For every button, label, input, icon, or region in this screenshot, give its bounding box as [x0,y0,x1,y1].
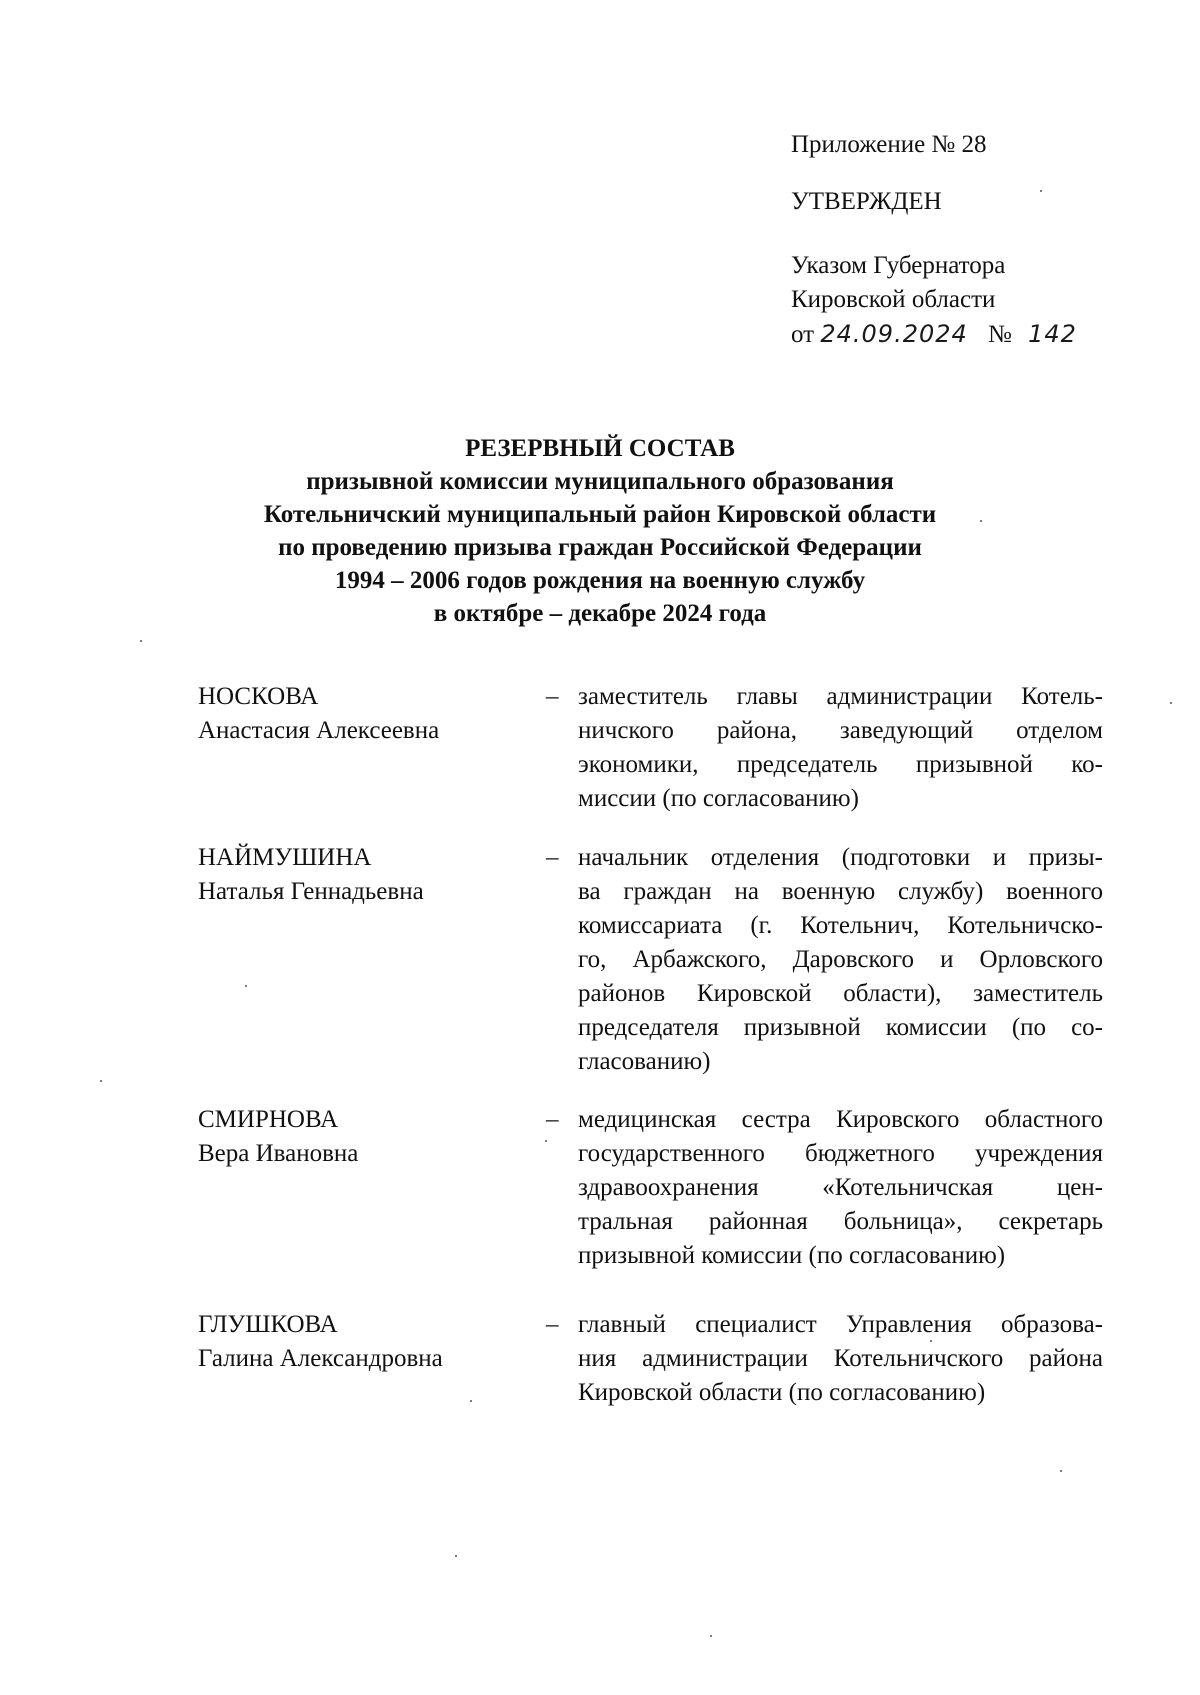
member-role [578,1103,1103,1273]
role-line: заместитель главы администрации Котель- [578,683,1103,710]
role-line: ния администрации Котельничского района [578,1345,1103,1372]
role-line: миссии (по согласованию) [578,785,859,812]
role-line: экономики, председатель призывной ко- [578,751,1103,778]
role-line: ничского района, заведующий отделом [578,717,1103,744]
member-surname: НАЙМУШИНА [198,844,372,871]
document-title [150,432,1050,630]
member-surname: ГЛУШКОВА [198,1311,338,1338]
role-line: медицинская сестра Кировского областного [578,1106,1103,1133]
member-name [198,841,528,909]
handwritten-date: 24.09.2024 [820,320,968,348]
approved-label: УТВЕРЖДЕН [791,188,942,215]
member-surname: НОСКОВА [198,683,319,710]
scan-speck [980,520,982,522]
number-sign: № [988,321,1012,348]
role-line: Кировской области (по согласованию) [578,1379,986,1406]
scan-speck [140,640,142,642]
scan-speck [1060,1470,1062,1472]
member-dash: – [546,1311,559,1338]
scan-speck [455,1555,457,1557]
title-line-1: РЕЗЕРВНЫЙ СОСТАВ [465,435,735,462]
member-given-names: Анастасия Алексеевна [198,717,440,744]
title-line-5: 1994 – 2006 годов рождения на военную службу [334,567,866,594]
role-line: председателя призывной комиссии (по со- [578,1014,1103,1041]
title-line-4: по проведению призыва граждан Российской Федерации [278,534,922,561]
scan-speck [930,1340,932,1342]
role-line: комиссариата (г. Котельнич, Котельничско- [578,912,1103,939]
scan-speck [710,1635,712,1637]
member-entry [198,1103,1118,1278]
member-entry [198,680,1118,820]
member-dash: – [546,844,559,871]
scan-speck [1040,190,1042,192]
member-given-names: Галина Александровна [198,1345,443,1372]
approval-block [791,128,1151,352]
handwritten-number: 142 [1028,320,1077,348]
decree-date-line [791,317,1151,352]
member-entry [198,841,1118,1081]
title-line-6: в октябре – декабре 2024 года [433,600,767,627]
scan-speck [1170,702,1172,704]
scan-speck [545,1140,547,1142]
decree-line-2: Кировской области [791,286,996,313]
member-dash: – [546,1106,559,1133]
member-given-names: Вера Ивановна [198,1140,359,1167]
decree-line-1: Указом Губернатора [791,252,1006,279]
member-dash: – [546,683,559,710]
role-line: ва граждан на военную службу) военного [578,878,1103,905]
title-line-3: Котельничский муниципальный район Кировской области [263,501,937,528]
from-prefix: от [791,321,815,348]
role-line: призывной комиссии (по согласованию) [578,1242,1006,1269]
appendix-label: Приложение № 28 [791,131,987,158]
role-line: го, Арбажского, Даровского и Орловского [578,946,1103,973]
role-line: тральная районная больница», секретарь [578,1208,1103,1235]
member-entry [198,1308,1118,1418]
role-line: государственного бюджетного учреждения [578,1140,1103,1167]
scan-speck [470,1400,472,1402]
title-line-2: призывной комиссии муниципального образования [306,468,894,495]
scan-speck [100,1080,102,1082]
member-role [578,680,1103,816]
role-line: районов Кировской области), заместитель [578,980,1103,1007]
member-surname: СМИРНОВА [198,1106,339,1133]
member-name [198,680,528,748]
role-line: главный специалист Управления образова- [578,1311,1103,1338]
role-line: гласованию) [578,1048,711,1075]
role-line: начальник отделения (подготовки и призы- [578,844,1103,871]
member-role [578,841,1103,1079]
scan-speck [245,985,247,987]
member-name [198,1308,528,1376]
member-role [578,1308,1103,1410]
member-name [198,1103,528,1171]
member-given-names: Наталья Геннадьевна [198,878,424,905]
role-line: здравоохранения «Котельничская цен- [578,1174,1103,1201]
